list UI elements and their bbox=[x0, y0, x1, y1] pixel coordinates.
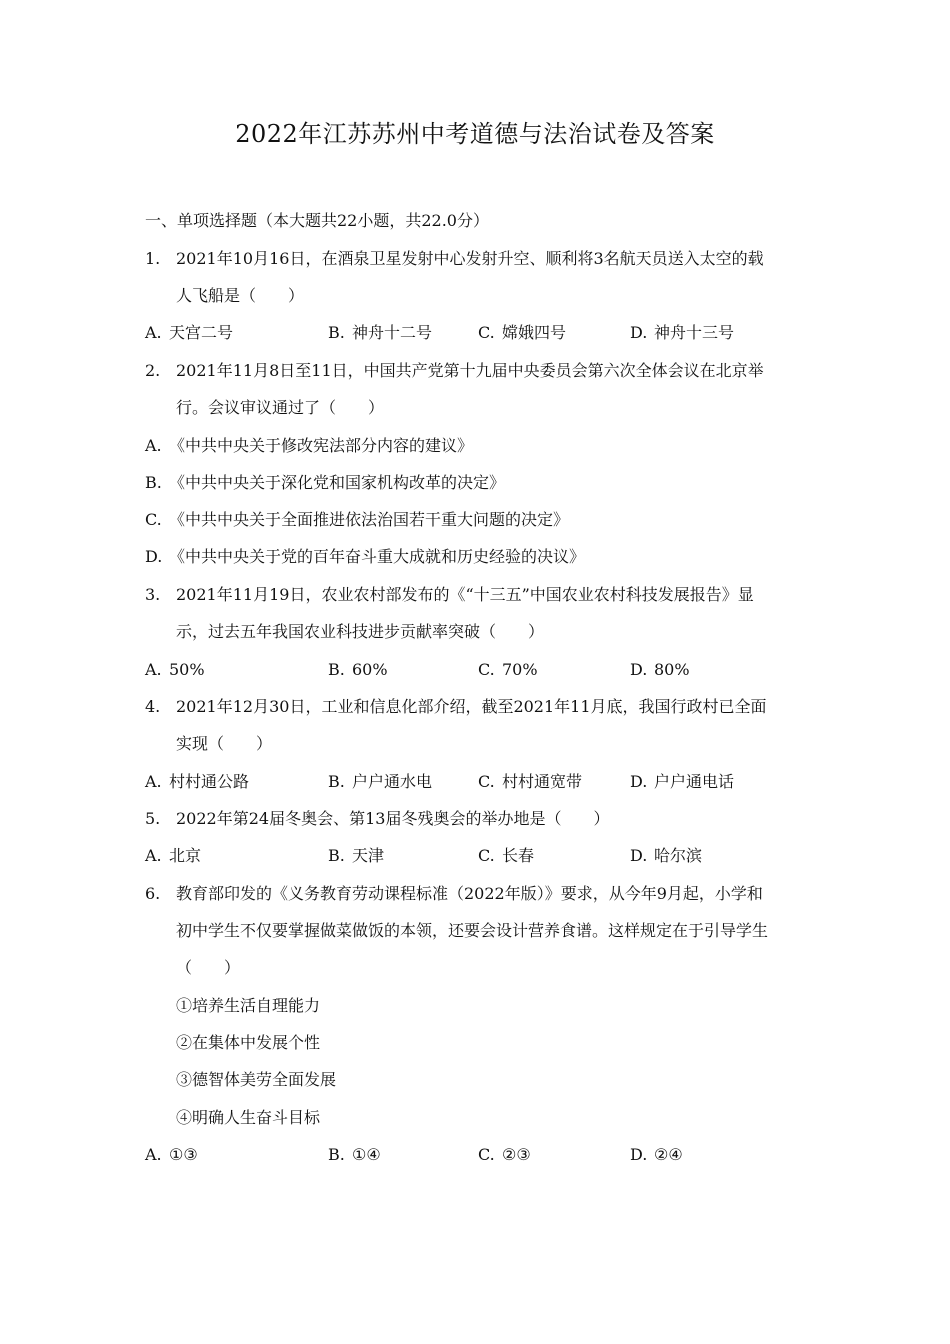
question-3-number: 3. bbox=[145, 585, 161, 604]
question-5-option-b: B. 天津 bbox=[328, 846, 385, 865]
question-3-stem-line-2: 示，过去五年我国农业科技进步贡献率突破（ ） bbox=[176, 622, 545, 641]
question-1-option-b: B. 神舟十二号 bbox=[328, 323, 433, 342]
question-4-stem-line-2: 实现（ ） bbox=[176, 734, 273, 753]
section-heading: 一、单项选择题（本大题共22小题，共22.0分） bbox=[145, 211, 489, 230]
question-1-option-a: A. 天宫二号 bbox=[145, 323, 234, 342]
question-2-option-c: C. 《中共中央关于全面推进依法治国若干重大问题的决定》 bbox=[145, 510, 570, 529]
question-5-number: 5. bbox=[145, 809, 161, 828]
question-5-option-a: A. 北京 bbox=[145, 846, 202, 865]
question-6-option-d: D. ②④ bbox=[630, 1145, 683, 1164]
question-2-stem-line-2: 行。会议审议通过了（ ） bbox=[176, 398, 385, 417]
question-6-statement-1: ①培养生活自理能力 bbox=[176, 996, 321, 1015]
question-3-stem-line-1: 2021年11月19日，农业农村部发布的《“十三五”中国农业农村科技发展报告》显 bbox=[176, 585, 754, 604]
question-1-stem-line-2: 人飞船是（ ） bbox=[176, 286, 305, 305]
question-4-option-b: B. 户户通水电 bbox=[328, 772, 433, 791]
question-4-number: 4. bbox=[145, 697, 161, 716]
question-3-option-c: C. 70% bbox=[478, 660, 538, 679]
question-3-option-b: B. 60% bbox=[328, 660, 388, 679]
question-6-stem-line-2: 初中学生不仅要掌握做菜做饭的本领，还要会设计营养食谱。这样规定在于引导学生 bbox=[176, 921, 769, 940]
question-6-statement-3: ③德智体美劳全面发展 bbox=[176, 1070, 337, 1089]
question-5-option-c: C. 长春 bbox=[478, 846, 535, 865]
question-1-number: 1. bbox=[145, 249, 161, 268]
question-6-statement-4: ④明确人生奋斗目标 bbox=[176, 1108, 321, 1127]
question-5-stem-line-1: 2022年第24届冬奥会、第13届冬残奥会的举办地是（ ） bbox=[176, 809, 610, 828]
question-3-option-a: A. 50% bbox=[145, 660, 205, 679]
question-2-number: 2. bbox=[145, 361, 161, 380]
question-2-stem-line-1: 2021年11月8日至11日，中国共产党第十九届中央委员会第六次全体会议在北京举 bbox=[176, 361, 764, 380]
question-4-option-c: C. 村村通宽带 bbox=[478, 772, 583, 791]
question-6-number: 6. bbox=[145, 884, 161, 903]
question-6-stem-line-1: 教育部印发的《义务教育劳动课程标准（2022年版）》要求，从今年9月起，小学和 bbox=[176, 884, 763, 903]
question-1-option-d: D. 神舟十三号 bbox=[630, 323, 735, 342]
question-1-stem-line-1: 2021年10月16日，在酒泉卫星发射中心发射升空、顺利将3名航天员送入太空的载 bbox=[176, 249, 764, 268]
question-5-option-d: D. 哈尔滨 bbox=[630, 846, 703, 865]
question-6-option-a: A. ①③ bbox=[145, 1145, 198, 1164]
question-3-option-d: D. 80% bbox=[630, 660, 690, 679]
question-6-stem-line-3: （ ） bbox=[176, 958, 241, 977]
document-title: 2022年江苏苏州中考道德与法治试卷及答案 bbox=[235, 120, 715, 148]
question-4-option-a: A. 村村通公路 bbox=[145, 772, 250, 791]
question-2-option-a: A. 《中共中央关于修改宪法部分内容的建议》 bbox=[145, 436, 474, 455]
question-2-option-b: B. 《中共中央关于深化党和国家机构改革的决定》 bbox=[145, 473, 506, 492]
question-6-option-b: B. ①④ bbox=[328, 1145, 381, 1164]
question-2-option-d: D. 《中共中央关于党的百年奋斗重大成就和历史经验的决议》 bbox=[145, 547, 586, 566]
question-1-option-c: C. 嫦娥四号 bbox=[478, 323, 567, 342]
question-6-statement-2: ②在集体中发展个性 bbox=[176, 1033, 321, 1052]
question-4-stem-line-1: 2021年12月30日，工业和信息化部介绍，截至2021年11月底，我国行政村已全面 bbox=[176, 697, 767, 716]
question-4-option-d: D. 户户通电话 bbox=[630, 772, 735, 791]
question-6-option-c: C. ②③ bbox=[478, 1145, 531, 1164]
